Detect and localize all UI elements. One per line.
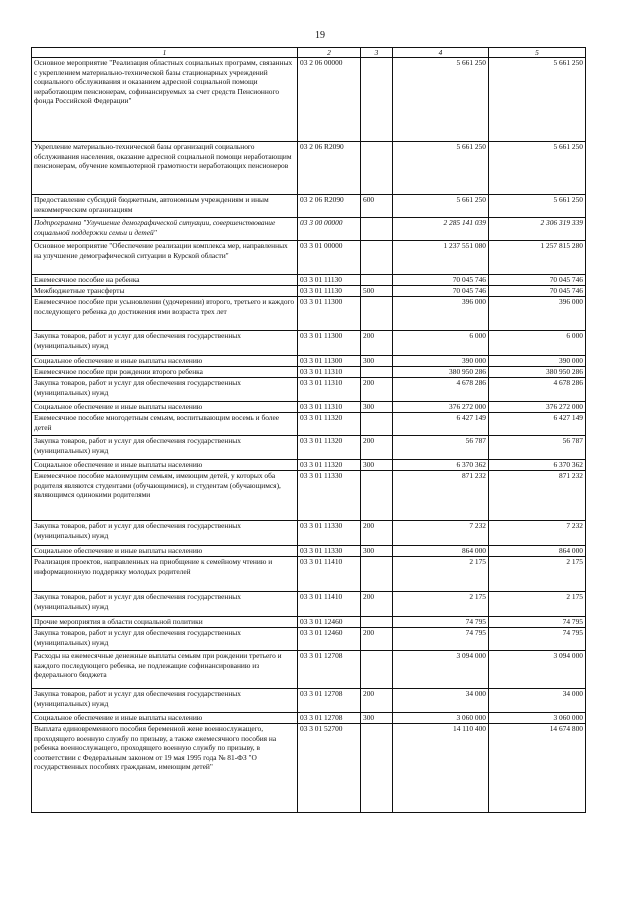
row-amount-2: 4 678 286	[489, 378, 586, 402]
table-row	[32, 413, 586, 436]
row-expense-type	[361, 218, 393, 241]
row-name: Социальное обеспечение и иные выплаты населению	[32, 460, 298, 471]
row-amount-2: 376 272 000	[489, 402, 586, 413]
row-code: 03 3 01 00000	[298, 241, 361, 275]
row-name: Подпрограмма "Улучшение демографической ситуации, совершенствование социальной поддержки семьи и детей"	[32, 218, 298, 241]
row-amount-1: 3 060 000	[393, 713, 489, 724]
row-name: Предоставление субсидий бюджетным, автономным учреждениям и иным некоммерческим организациям	[32, 195, 298, 218]
table-body	[32, 58, 586, 813]
row-name: Межбюджетные трансферты	[32, 286, 298, 297]
row-amount-1: 56 787	[393, 436, 489, 460]
row-expense-type	[361, 58, 393, 142]
row-amount-2: 396 000	[489, 297, 586, 331]
row-amount-2: 74 795	[489, 617, 586, 628]
header-col-code: 2	[298, 48, 361, 58]
row-name: Основное мероприятие "Обеспечение реализации комплекса мер, направленных на улучшение демографической ситуации в Курской области"	[32, 241, 298, 275]
table-row	[32, 628, 586, 651]
row-expense-type: 300	[361, 402, 393, 413]
row-expense-type: 200	[361, 592, 393, 617]
row-amount-1: 2 285 141 039	[393, 218, 489, 241]
row-amount-2: 2 306 319 339	[489, 218, 586, 241]
row-amount-2: 5 661 250	[489, 58, 586, 142]
row-expense-type	[361, 617, 393, 628]
row-amount-1: 70 045 746	[393, 286, 489, 297]
row-amount-1: 4 678 286	[393, 378, 489, 402]
table-row	[32, 617, 586, 628]
table-row	[32, 471, 586, 521]
row-code: 03 3 01 11330	[298, 521, 361, 546]
row-expense-type: 300	[361, 546, 393, 557]
table-row	[32, 58, 586, 142]
row-amount-1: 390 000	[393, 356, 489, 367]
row-amount-1: 7 232	[393, 521, 489, 546]
table-row	[32, 689, 586, 713]
row-name: Реализация проектов, направленных на приобщение к семейному чтению и информационную поддержку молодых родителей	[32, 557, 298, 592]
table-row	[32, 378, 586, 402]
row-name: Закупка товаров, работ и услуг для обеспечения государственных (муниципальных) нужд	[32, 592, 298, 617]
row-amount-1: 376 272 000	[393, 402, 489, 413]
row-code: 03 3 01 12708	[298, 651, 361, 689]
page-number: 19	[315, 30, 325, 41]
row-amount-2: 74 795	[489, 628, 586, 651]
row-expense-type: 200	[361, 689, 393, 713]
table-row	[32, 651, 586, 689]
row-amount-2: 70 045 746	[489, 275, 586, 286]
row-code: 03 3 01 12460	[298, 628, 361, 651]
row-amount-2: 3 094 000	[489, 651, 586, 689]
row-amount-1: 380 950 286	[393, 367, 489, 378]
table-header-row	[32, 48, 586, 58]
table-row	[32, 592, 586, 617]
row-expense-type	[361, 142, 393, 195]
row-amount-2: 3 060 000	[489, 713, 586, 724]
table-row	[32, 331, 586, 356]
table-row	[32, 286, 586, 297]
row-code: 03 3 00 00000	[298, 218, 361, 241]
row-code: 03 3 01 11310	[298, 402, 361, 413]
row-code: 03 3 01 11320	[298, 436, 361, 460]
table-row	[32, 521, 586, 546]
row-expense-type	[361, 413, 393, 436]
row-amount-1: 34 000	[393, 689, 489, 713]
row-name: Закупка товаров, работ и услуг для обеспечения государственных (муниципальных) нужд	[32, 628, 298, 651]
row-expense-type: 200	[361, 628, 393, 651]
row-amount-1: 3 094 000	[393, 651, 489, 689]
row-code: 03 3 01 11330	[298, 471, 361, 521]
row-code: 03 3 01 12460	[298, 617, 361, 628]
row-expense-type: 200	[361, 436, 393, 460]
table-row	[32, 356, 586, 367]
header-col-amount-1: 4	[393, 48, 489, 58]
row-amount-2: 6 370 362	[489, 460, 586, 471]
row-amount-1: 74 795	[393, 617, 489, 628]
row-code: 03 3 01 11410	[298, 592, 361, 617]
row-amount-2: 6 000	[489, 331, 586, 356]
table-row	[32, 297, 586, 331]
row-amount-2: 56 787	[489, 436, 586, 460]
row-expense-type: 300	[361, 356, 393, 367]
row-code: 03 3 01 11410	[298, 557, 361, 592]
row-name: Закупка товаров, работ и услуг для обеспечения государственных (муниципальных) нужд	[32, 689, 298, 713]
row-amount-2: 871 232	[489, 471, 586, 521]
row-name: Закупка товаров, работ и услуг для обеспечения государственных (муниципальных) нужд	[32, 521, 298, 546]
header-col-amount-2: 5	[489, 48, 586, 58]
row-amount-1: 14 110 400	[393, 724, 489, 813]
row-name: Ежемесячное пособие при рождении второго ребенка	[32, 367, 298, 378]
row-amount-2: 7 232	[489, 521, 586, 546]
row-name: Укрепление материально-технической базы организаций социального обслуживания населения, оказание адресной социальной помощи неработающим пенсионерам, обучение компьютерной грамотности неработающих пенсионеров	[32, 142, 298, 195]
row-expense-type	[361, 557, 393, 592]
row-amount-1: 5 661 250	[393, 142, 489, 195]
row-amount-1: 1 237 551 080	[393, 241, 489, 275]
table-row	[32, 218, 586, 241]
row-expense-type: 600	[361, 195, 393, 218]
table-row	[32, 241, 586, 275]
row-amount-2: 70 045 746	[489, 286, 586, 297]
row-amount-2: 34 000	[489, 689, 586, 713]
row-name: Социальное обеспечение и иные выплаты населению	[32, 713, 298, 724]
row-name: Расходы на ежемесячные денежные выплаты семьям при рождении третьего и каждого последующего ребенка, не подлежащие софинансированию из федерального бюджета	[32, 651, 298, 689]
row-code: 03 2 06 R2090	[298, 142, 361, 195]
table-row	[32, 724, 586, 813]
row-name: Ежемесячное пособие многодетным семьям, воспитывающим восемь и более детей	[32, 413, 298, 436]
row-amount-2: 380 950 286	[489, 367, 586, 378]
row-name: Социальное обеспечение и иные выплаты населению	[32, 356, 298, 367]
table-row	[32, 713, 586, 724]
row-amount-2: 2 175	[489, 592, 586, 617]
table-row	[32, 546, 586, 557]
row-amount-2: 5 661 250	[489, 142, 586, 195]
row-amount-2: 5 661 250	[489, 195, 586, 218]
row-expense-type	[361, 724, 393, 813]
row-amount-1: 2 175	[393, 557, 489, 592]
row-code: 03 3 01 11320	[298, 413, 361, 436]
table-row	[32, 142, 586, 195]
row-code: 03 3 01 11320	[298, 460, 361, 471]
row-amount-1: 871 232	[393, 471, 489, 521]
row-name: Закупка товаров, работ и услуг для обеспечения государственных (муниципальных) нужд	[32, 378, 298, 402]
row-amount-1: 6 370 362	[393, 460, 489, 471]
row-expense-type	[361, 297, 393, 331]
row-name: Закупка товаров, работ и услуг для обеспечения государственных (муниципальных) нужд	[32, 331, 298, 356]
row-amount-2: 2 175	[489, 557, 586, 592]
row-expense-type: 200	[361, 331, 393, 356]
row-expense-type	[361, 651, 393, 689]
row-expense-type: 200	[361, 521, 393, 546]
row-name: Ежемесячное пособие на ребенка	[32, 275, 298, 286]
row-code: 03 3 01 11310	[298, 378, 361, 402]
row-code: 03 3 01 11310	[298, 367, 361, 378]
table-row	[32, 557, 586, 592]
row-name: Социальное обеспечение и иные выплаты населению	[32, 402, 298, 413]
table-row	[32, 195, 586, 218]
row-amount-2: 1 257 815 280	[489, 241, 586, 275]
row-code: 03 3 01 12708	[298, 713, 361, 724]
table-row	[32, 436, 586, 460]
header-col-name: 1	[32, 48, 298, 58]
row-expense-type	[361, 275, 393, 286]
row-name: Выплата единовременного пособия беременной жене военнослужащего, проходящего военную службу по призыву, а также ежемесячного пособия на ребенка военнослужащего, проходящего военную службу по призыву, в соответствии с Федеральным законом от 19 мая 1995 года № 81-ФЗ "О государственных пособиях гражданам, имеющим детей"	[32, 724, 298, 813]
row-amount-1: 2 175	[393, 592, 489, 617]
row-code: 03 3 01 11130	[298, 275, 361, 286]
row-amount-1: 6 000	[393, 331, 489, 356]
row-amount-1: 5 661 250	[393, 195, 489, 218]
row-code: 03 2 06 R2090	[298, 195, 361, 218]
row-expense-type	[361, 241, 393, 275]
table-row	[32, 275, 586, 286]
row-name: Основное мероприятие "Реализация областных социальных программ, связанных с укреплением материально-технической базы стационарных учреждений социального обслуживания и оказанием адресной социальной помощи неработающим пенсионерам, софинансируемых за счет средств Пенсионного фонда Российской Федерации"	[32, 58, 298, 142]
row-code: 03 3 01 52700	[298, 724, 361, 813]
row-amount-1: 74 795	[393, 628, 489, 651]
row-code: 03 3 01 11300	[298, 331, 361, 356]
table-row	[32, 460, 586, 471]
row-expense-type	[361, 367, 393, 378]
row-amount-1: 5 661 250	[393, 58, 489, 142]
row-amount-1: 70 045 746	[393, 275, 489, 286]
row-code: 03 2 06 00000	[298, 58, 361, 142]
row-name: Социальное обеспечение и иные выплаты населению	[32, 546, 298, 557]
row-name: Прочие мероприятия в области социальной политики	[32, 617, 298, 628]
budget-table	[31, 47, 586, 813]
row-name: Ежемесячное пособие малоимущим семьям, имеющим детей, у которых оба родителя являются студентами (обучающимися), и студентам (обучающимся), являющимся одинокими родителями	[32, 471, 298, 521]
row-code: 03 3 01 11330	[298, 546, 361, 557]
row-amount-2: 864 000	[489, 546, 586, 557]
row-expense-type: 300	[361, 460, 393, 471]
table-row	[32, 367, 586, 378]
row-amount-1: 864 000	[393, 546, 489, 557]
row-code: 03 3 01 11130	[298, 286, 361, 297]
row-expense-type: 300	[361, 713, 393, 724]
header-col-vr: 3	[361, 48, 393, 58]
row-expense-type: 500	[361, 286, 393, 297]
row-name: Закупка товаров, работ и услуг для обеспечения государственных (муниципальных) нужд	[32, 436, 298, 460]
row-expense-type	[361, 471, 393, 521]
row-amount-2: 6 427 149	[489, 413, 586, 436]
row-expense-type: 200	[361, 378, 393, 402]
row-amount-2: 390 000	[489, 356, 586, 367]
row-name: Ежемесячное пособие при усыновлении (удочерении) второго, третьего и каждого последующего ребенка до достижения ими возраста трех лет	[32, 297, 298, 331]
row-amount-1: 396 000	[393, 297, 489, 331]
row-code: 03 3 01 11300	[298, 356, 361, 367]
row-code: 03 3 01 11300	[298, 297, 361, 331]
row-code: 03 3 01 12708	[298, 689, 361, 713]
row-amount-2: 14 674 800	[489, 724, 586, 813]
table-row	[32, 402, 586, 413]
row-amount-1: 6 427 149	[393, 413, 489, 436]
